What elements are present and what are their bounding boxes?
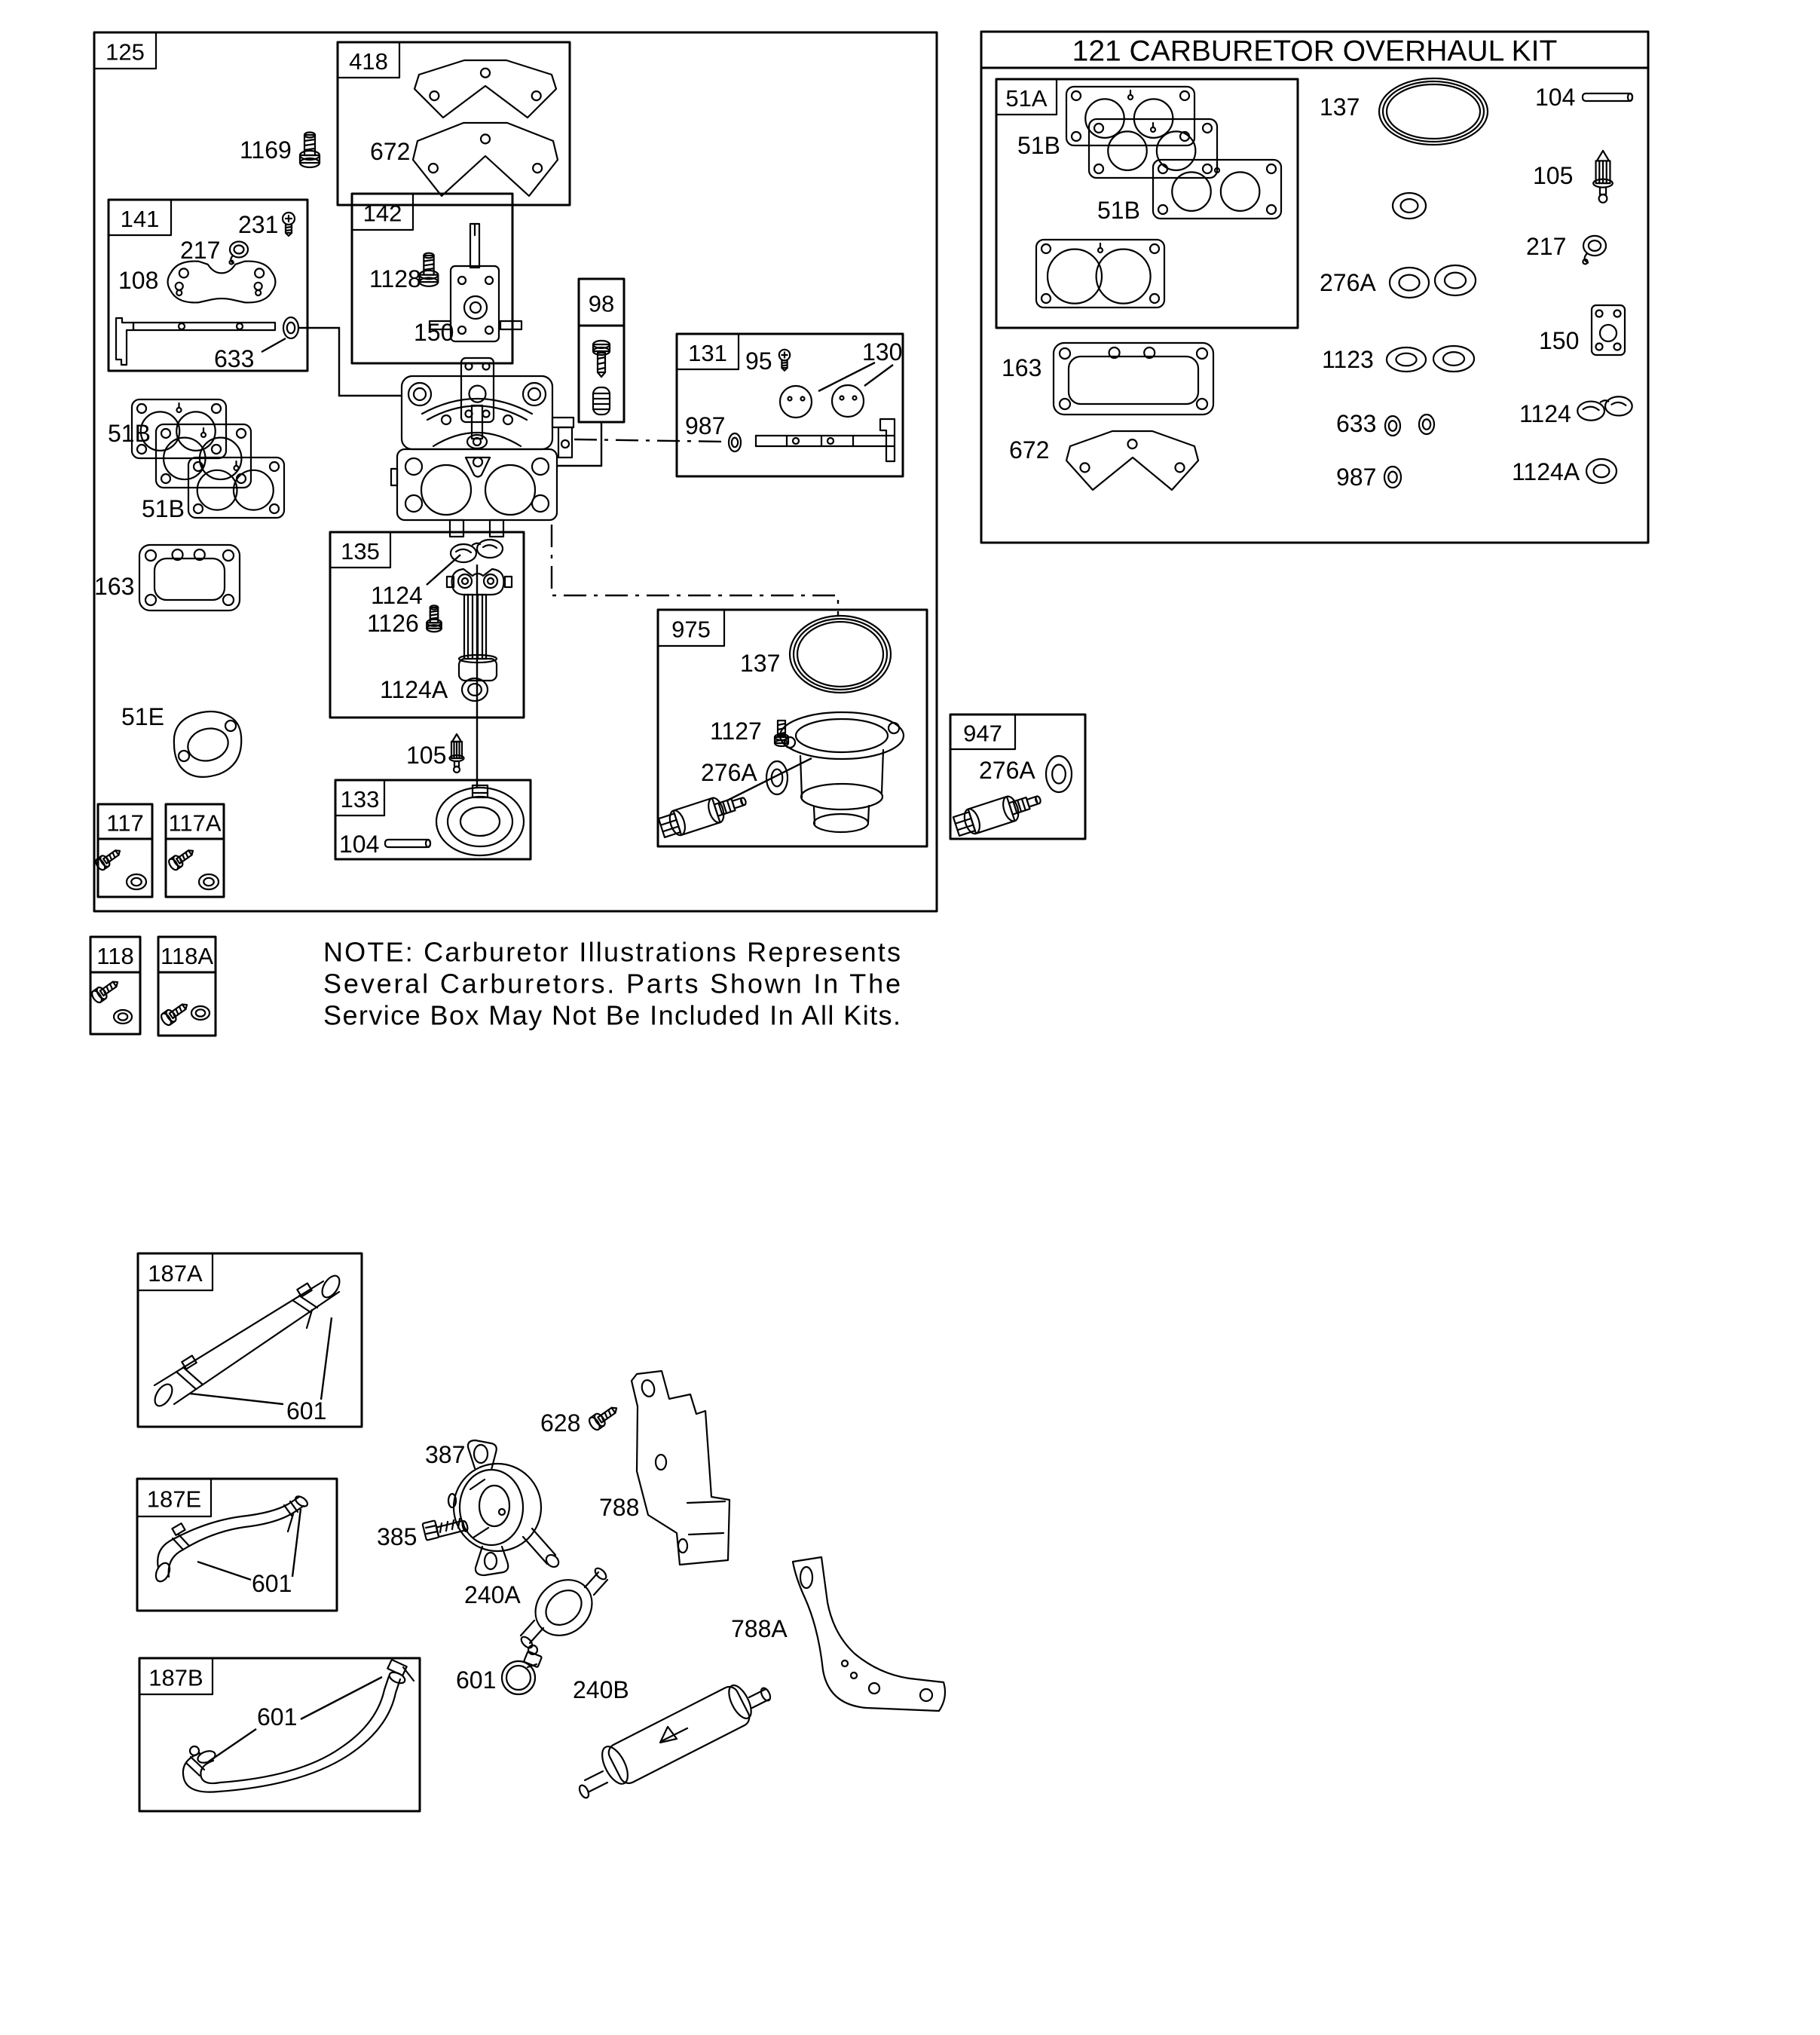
label-231: 231 <box>238 211 279 238</box>
group-parts <box>90 60 1632 1799</box>
label-1123-kit: 1123 <box>1322 346 1374 373</box>
label-276A-box947: 276A <box>979 757 1035 784</box>
label-51B-2: 51B <box>142 495 185 522</box>
label-51B-1: 51B <box>108 420 151 447</box>
label-672-box418: 672 <box>370 138 411 165</box>
line-1124-pointer <box>427 555 460 585</box>
label-217-kit: 217 <box>1526 233 1567 260</box>
label-276A-box975: 276A <box>701 759 757 786</box>
label-217: 217 <box>180 237 221 264</box>
box-975-label: 975 <box>671 616 711 643</box>
box-117 <box>98 804 152 897</box>
connector-lines <box>190 328 893 1761</box>
part-418-plate-upper <box>414 60 556 118</box>
part-kit-1124A-ring <box>1586 459 1617 483</box>
part-137-oring-box975 <box>790 616 891 693</box>
label-276A-kit: 276A <box>1320 269 1376 296</box>
label-601-mid: 601 <box>456 1666 497 1694</box>
label-95: 95 <box>745 347 772 375</box>
label-104-box133: 104 <box>339 831 380 858</box>
label-385: 385 <box>377 1523 418 1550</box>
label-1169: 1169 <box>240 136 292 164</box>
part-633-washer <box>283 317 298 338</box>
label-105-box125: 105 <box>406 742 447 769</box>
part-975-float-bowl <box>780 712 904 832</box>
label-105-kit: 105 <box>1533 162 1574 189</box>
part-1126-bolt <box>427 605 442 632</box>
part-kit-276A-ring-1 <box>1390 268 1429 298</box>
line-601e-pointer-1 <box>197 1562 251 1580</box>
part-150-plate-box142 <box>461 358 494 422</box>
label-1128: 1128 <box>369 265 421 292</box>
label-1124: 1124 <box>371 582 423 609</box>
line-633-pointer <box>262 338 286 352</box>
label-1124A-box135: 1124A <box>380 676 448 703</box>
box-187E <box>137 1479 337 1611</box>
note-line-2: Several Carburetors. Parts Shown In The <box>323 968 901 999</box>
part-51E-gasket <box>174 711 241 777</box>
box-418 <box>338 42 570 205</box>
part-kit-217-clip <box>1583 236 1606 265</box>
part-947-solenoid-valve <box>953 787 1045 838</box>
box-187E-label: 187E <box>146 1486 202 1513</box>
part-387-fuel-pump <box>448 1440 561 1575</box>
part-kit-672-plate <box>1066 431 1198 490</box>
label-633-kit: 633 <box>1336 410 1377 437</box>
box-98-label: 98 <box>588 290 615 317</box>
group-boxes <box>90 32 1648 1811</box>
label-987-box131: 987 <box>685 412 726 439</box>
part-240A-filter <box>519 1566 608 1650</box>
box-51A-label: 51A <box>1005 85 1048 112</box>
part-276A-washer-box975 <box>766 761 788 794</box>
part-947-276A-washer <box>1046 756 1072 792</box>
part-601-clamp <box>502 1645 542 1694</box>
part-1124A-ring-box135 <box>462 678 488 701</box>
part-117-washer <box>127 874 146 889</box>
label-601-187E: 601 <box>252 1570 292 1597</box>
part-kit-1123-ring-2 <box>1433 346 1474 372</box>
part-kit-lower-gasket <box>1036 240 1164 308</box>
part-98-spring <box>593 387 610 415</box>
box-125-label: 125 <box>106 38 145 66</box>
line-carb-to-975 <box>552 525 838 617</box>
box-135-label: 135 <box>341 538 380 565</box>
label-1124A-kit: 1124A <box>1512 458 1580 485</box>
part-98-screw <box>593 341 610 377</box>
part-kit-137-oring <box>1379 78 1488 145</box>
box-118A <box>158 937 216 1036</box>
part-kit-51B-gasket-1 <box>1066 87 1194 145</box>
part-117A-washer <box>199 874 219 889</box>
part-131-hinge-bar <box>756 419 895 461</box>
box-133-label: 133 <box>340 786 380 812</box>
label-240B: 240B <box>573 1676 629 1703</box>
box-141-label: 141 <box>120 206 160 232</box>
part-kit-987-washer <box>1384 467 1401 488</box>
box-117A <box>166 804 224 897</box>
part-kit-51B-gasket-3 <box>1153 160 1281 219</box>
part-672-plate-box418 <box>413 123 558 196</box>
part-kit-105-needle <box>1593 151 1613 203</box>
label-130: 130 <box>862 338 903 366</box>
part-163-gasket-box125 <box>139 545 240 610</box>
part-117A-screw <box>167 846 197 871</box>
part-kit-seat-ring <box>1393 193 1426 219</box>
part-118A-washer <box>191 1006 210 1020</box>
label-137-box975: 137 <box>740 650 781 677</box>
part-kit-633-washer-1 <box>1385 416 1400 436</box>
label-788: 788 <box>599 1494 640 1521</box>
part-788-bracket <box>632 1371 730 1565</box>
label-51B-kit-2: 51B <box>1097 197 1140 224</box>
box-overhaul-kit-label: 121 CARBURETOR OVERHAUL KIT <box>1072 35 1558 68</box>
box-131-label: 131 <box>688 340 727 366</box>
note-line-1: NOTE: Carburetor Illustrations Represents <box>323 936 901 968</box>
part-105-needle <box>450 734 464 773</box>
part-kit-1124-floats <box>1577 396 1632 421</box>
label-1124-kit: 1124 <box>1519 400 1571 427</box>
part-628-screw <box>587 1403 620 1432</box>
box-117A-label: 117A <box>168 809 222 837</box>
part-108-plate <box>168 262 276 303</box>
part-95-screw <box>779 350 790 371</box>
box-187B <box>139 1658 420 1811</box>
box-117-label: 117 <box>106 809 144 837</box>
label-672-kit: 672 <box>1009 436 1050 464</box>
part-130-float-left <box>780 386 812 418</box>
label-163-kit: 163 <box>1002 354 1042 381</box>
label-601-187A: 601 <box>286 1397 327 1424</box>
label-788A: 788A <box>731 1615 788 1642</box>
line-601b-pointer-1 <box>209 1729 256 1761</box>
label-1127: 1127 <box>710 718 762 745</box>
label-240A: 240A <box>464 1581 521 1608</box>
box-975 <box>658 610 927 846</box>
label-108: 108 <box>118 267 159 294</box>
box-142-label: 142 <box>362 200 402 227</box>
box-187B-label: 187B <box>148 1664 203 1691</box>
part-kit-1123-ring-1 <box>1387 347 1426 372</box>
label-137-kit: 137 <box>1320 93 1360 121</box>
part-118-washer <box>114 1010 132 1024</box>
part-1128-bolt <box>420 253 439 286</box>
part-kit-633-washer-2 <box>1419 415 1434 434</box>
part-133-bowl-nut <box>436 785 524 855</box>
label-150-box142: 150 <box>414 319 454 346</box>
note-line-3: Service Box May Not Be Included In All Kits. <box>323 999 901 1031</box>
group-labels <box>94 84 1580 1731</box>
label-633: 633 <box>214 345 255 372</box>
line-98-to-carb <box>557 422 601 466</box>
part-kit-276A-ring-2 <box>1435 265 1476 295</box>
part-987-washer-box131 <box>729 433 741 451</box>
label-51B-kit-1: 51B <box>1017 132 1060 159</box>
part-1169-bolt <box>300 133 320 168</box>
label-163-box125: 163 <box>94 573 135 600</box>
part-kit-150-plate <box>1592 305 1625 355</box>
part-187A-tube <box>151 1273 343 1409</box>
line-601e-pointer-2 <box>292 1509 301 1577</box>
box-187A-label: 187A <box>148 1260 203 1287</box>
part-kit-163-gasket <box>1054 343 1213 415</box>
part-118A-screw <box>160 999 191 1027</box>
part-118-screw <box>90 977 122 1004</box>
line-130-pointer-b <box>864 365 893 386</box>
box-418-label: 418 <box>349 48 388 75</box>
line-601a-pointer-1 <box>321 1317 332 1400</box>
label-387: 387 <box>425 1441 466 1468</box>
line-633-to-carb <box>298 328 402 396</box>
part-385-bolt <box>422 1519 468 1541</box>
label-51E: 51E <box>121 703 164 730</box>
label-1126: 1126 <box>367 610 419 637</box>
part-135-hinge-tubes <box>447 569 512 681</box>
box-118-label: 118 <box>96 943 134 969</box>
label-601-187B: 601 <box>257 1703 298 1731</box>
part-788A-bracket <box>793 1557 945 1711</box>
part-130-float-right <box>832 385 864 417</box>
part-1124-floats <box>451 540 503 562</box>
line-130-pointer-a <box>818 363 875 391</box>
label-150-kit: 150 <box>1539 327 1580 354</box>
line-601b-pointer-2 <box>301 1677 382 1719</box>
label-104-kit: 104 <box>1535 84 1576 111</box>
box-118A-label: 118A <box>160 943 214 969</box>
line-carb-to-131 <box>574 439 726 442</box>
label-628: 628 <box>540 1409 581 1437</box>
part-231-screw <box>283 213 295 236</box>
part-104-rod-box133 <box>385 840 430 847</box>
line-601a-pointer-2 <box>190 1394 283 1404</box>
label-987-kit: 987 <box>1336 464 1377 491</box>
part-kit-104-rod <box>1583 93 1632 101</box>
box-947-label: 947 <box>963 720 1002 747</box>
